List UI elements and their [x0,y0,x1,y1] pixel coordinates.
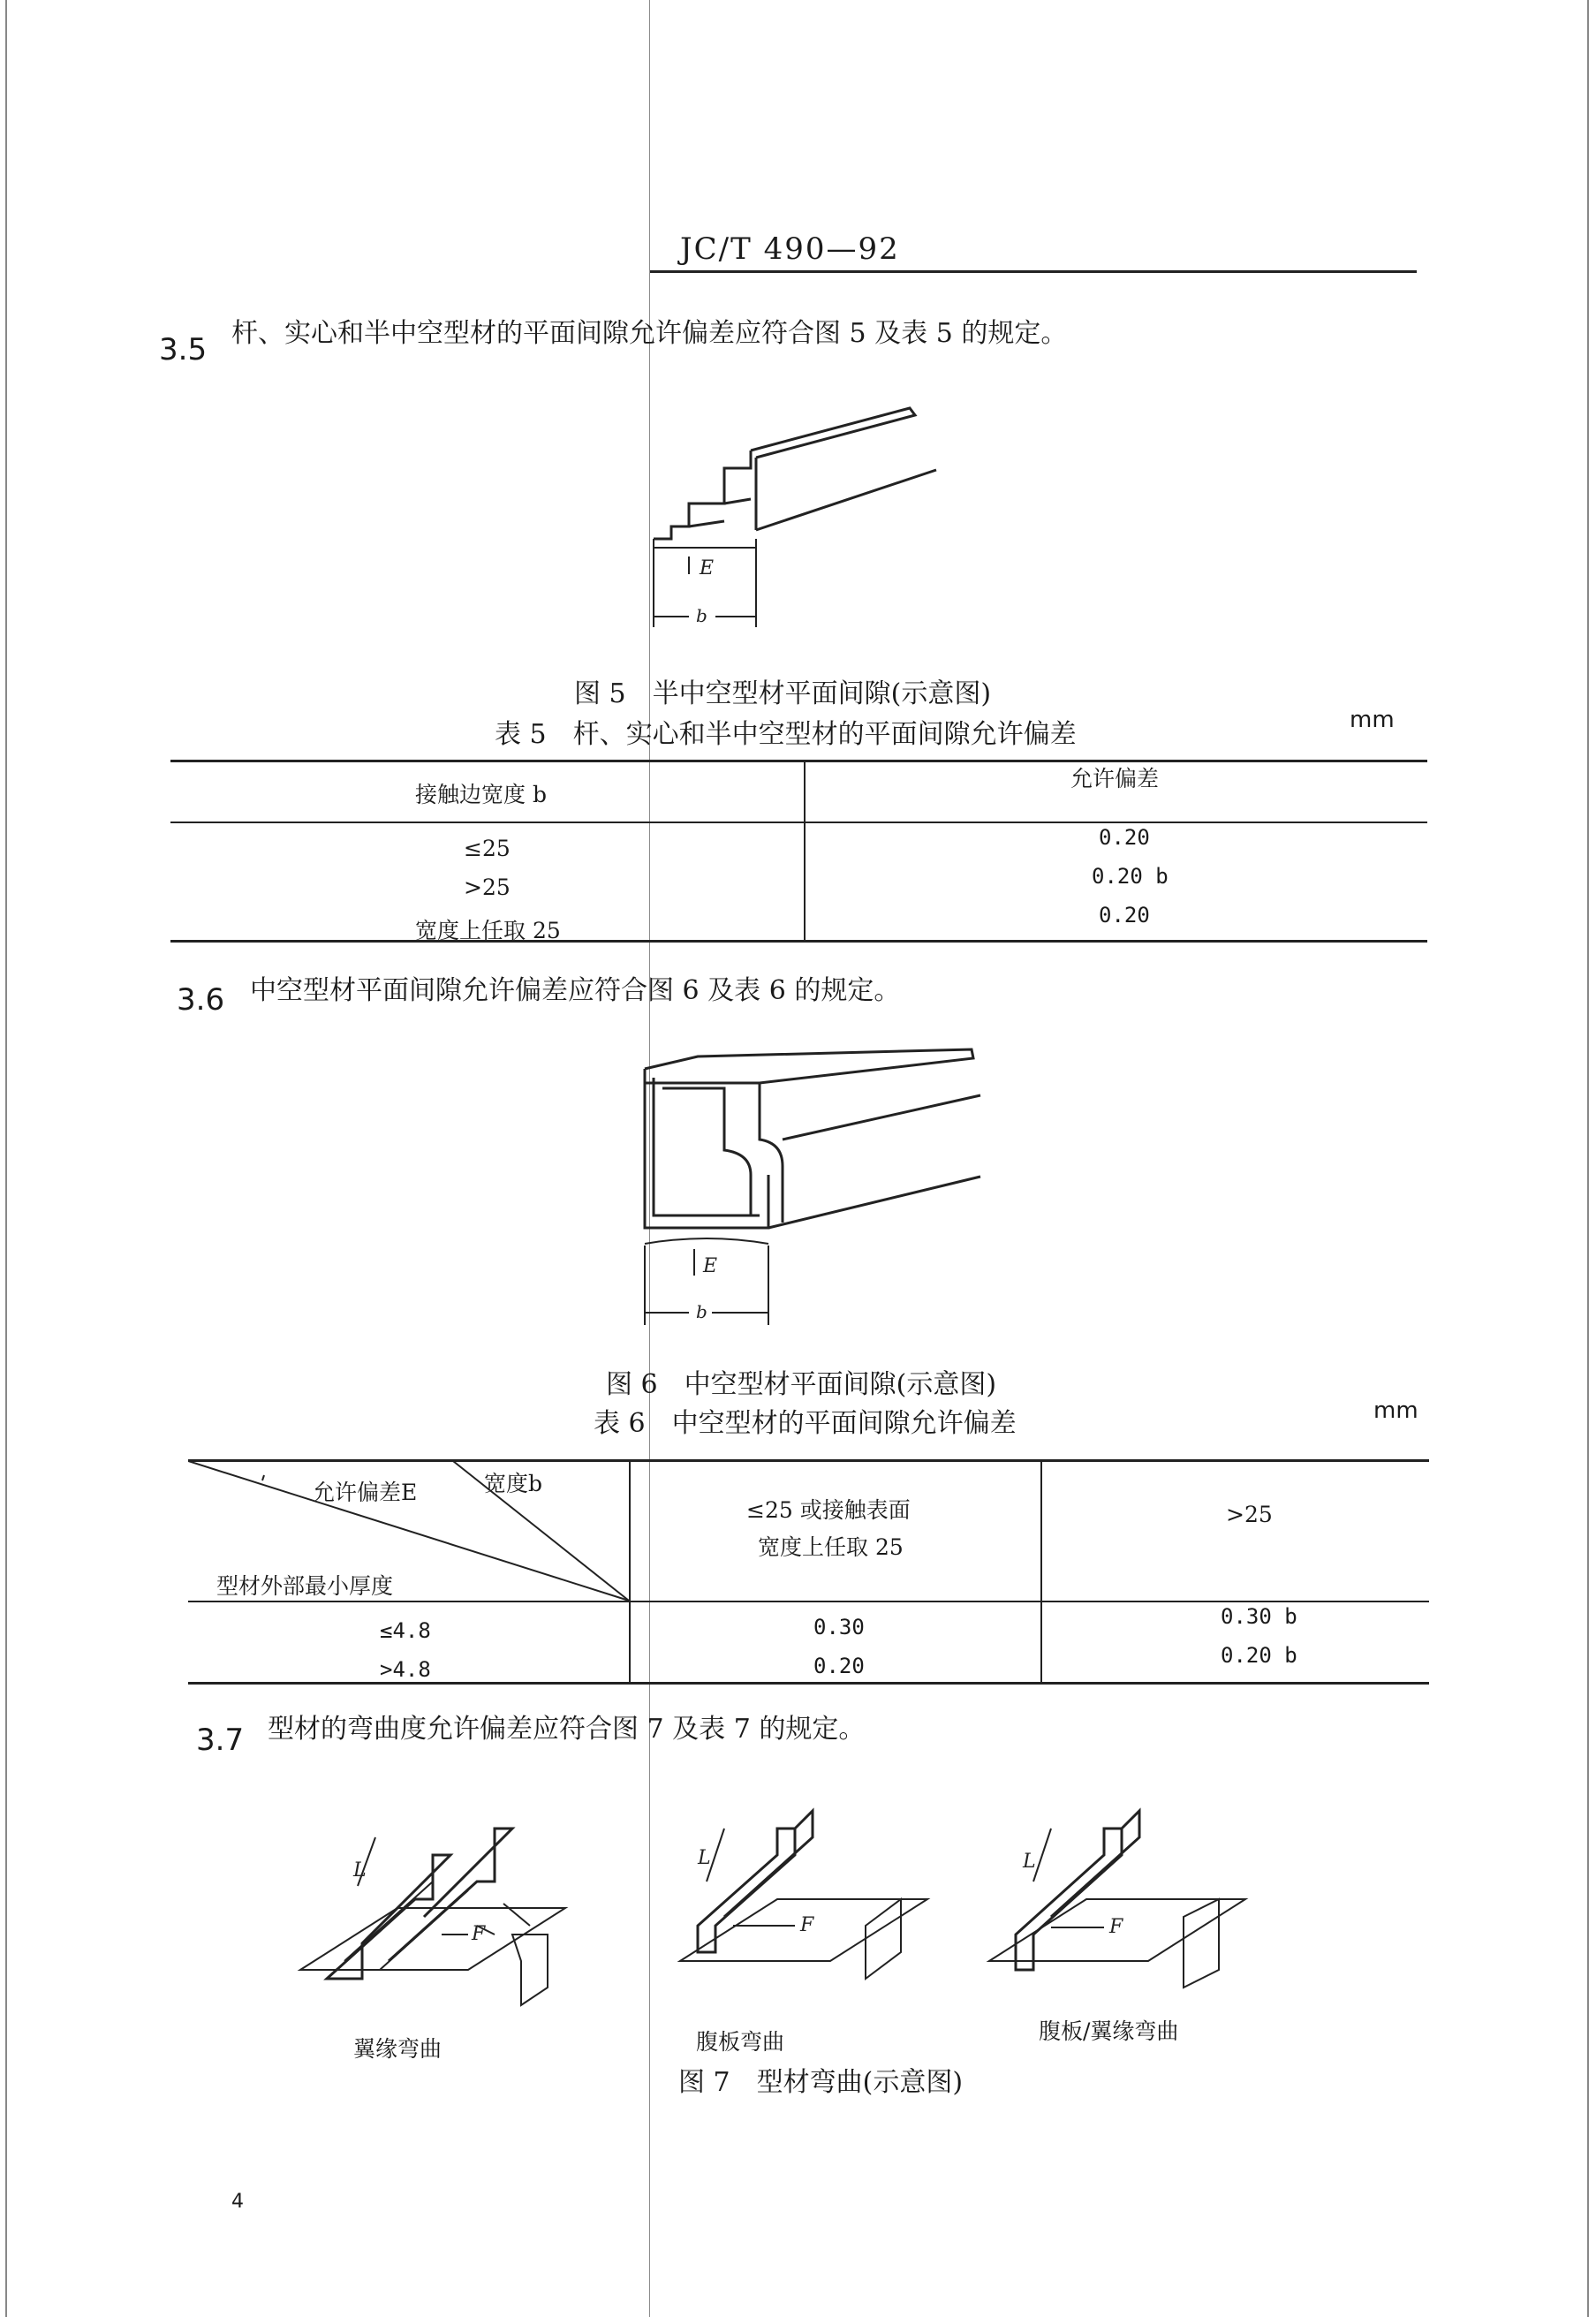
fig7-label-F: F [472,1923,486,1945]
scan-line-right [1587,0,1589,2317]
figure-5-caption: 图 5 半中空型材平面间隙(示意图) [574,678,992,709]
table-6-cell: ≤4.8 [380,1618,431,1643]
fig7-label-F: F [800,1914,814,1936]
table-6-cell: 0.20 [813,1654,865,1678]
figure-6-caption: 图 6 中空型材平面间隙(示意图) [606,1369,997,1400]
table-5-cell: 宽度上任取 25 [415,918,561,943]
table-5-header-rule [170,822,1427,823]
table-5-top-rule [170,760,1427,762]
figure-7-flange-bending [291,1802,574,2023]
section-3-6-text: 中空型材平面间隙允许偏差应符合图 6 及表 6 的规定。 [250,975,901,1006]
section-3-6-number: 3.6 [177,982,225,1018]
table-5-cell: 0.20 [1099,903,1150,928]
scan-line-left [5,0,7,2317]
table-5-cell: ≤25 [464,836,511,861]
fig7-label-F: F [1109,1916,1123,1938]
table-6-header-col3: >25 [1226,1502,1273,1527]
page-number: 4 [231,2191,244,2213]
table-5-cell: 0.20 [1099,825,1150,850]
figure-7-subcaption-web: 腹板弯曲 [696,2029,785,2055]
table-5-header-width: 接触边宽度 b [415,782,547,807]
table-6-diag-thickness: 型材外部最小厚度 [216,1573,394,1599]
section-3-5-text: 杆、实心和半中空型材的平面间隙允许偏差应符合图 5 及表 5 的规定。 [231,318,1068,349]
table-5-cell: 0.20 b [1092,864,1169,889]
table-6-bottom-rule [188,1682,1429,1685]
fig5-label-E: E [700,557,715,579]
section-3-7-text: 型材的弯曲度允许偏差应符合图 7 及表 7 的规定。 [268,1714,866,1745]
fig7-label-L: L [353,1859,367,1882]
table-6-column-divider-2 [1040,1459,1042,1682]
fig7-label-L: L [698,1847,711,1869]
fig6-label-E: E [703,1255,718,1277]
table-5-bottom-rule [170,940,1427,943]
fig5-label-b: b [696,605,707,626]
table-6-cell: 0.30 [813,1615,865,1639]
table-6-cell: >4.8 [380,1657,431,1682]
table-5-title: 表 5 杆、实心和半中空型材的平面间隙允许偏差 [495,719,1077,750]
table-5-unit: mm [1350,707,1395,733]
figure-7-subcaption-flange: 翼缘弯曲 [353,2036,442,2062]
table-6-cell: 0.20 b [1221,1643,1297,1668]
fig6-label-b: b [696,1301,707,1322]
table-5-cell: >25 [464,875,511,900]
table-5-column-divider [804,760,806,940]
table-6-cell: 0.30 b [1221,1604,1297,1629]
table-5-header-tolerance: 允许偏差 [1070,766,1160,791]
figure-7-web-flange-bending [980,1793,1254,2014]
figure-6-diagram [627,1034,998,1343]
header-rule [650,270,1417,273]
figure-7-caption: 图 7 型材弯曲(示意图) [678,2067,964,2098]
table-6-diag-width: 宽度b [484,1471,543,1496]
table-6-title: 表 6 中空型材的平面间隙允许偏差 [594,1408,1017,1439]
figure-7-web-bending [671,1793,936,2014]
fig7-label-L: L [1023,1851,1036,1873]
document-code: JC/T 490—92 [680,231,900,267]
section-3-7-number: 3.7 [196,1723,245,1758]
table-6-unit: mm [1373,1397,1418,1424]
table-6-header-col2-line2: 宽度上任取 25 [758,1534,904,1560]
table-6-header-col2-line1: ≤25 或接触表面 [746,1497,911,1523]
figure-7-subcaption-web-flange: 腹板/翼缘弯曲 [1039,2018,1179,2044]
section-3-5-number: 3.5 [159,332,208,367]
figure-5-diagram [618,389,972,645]
table-6-diag-tolerance: 允许偏差E [313,1480,418,1505]
